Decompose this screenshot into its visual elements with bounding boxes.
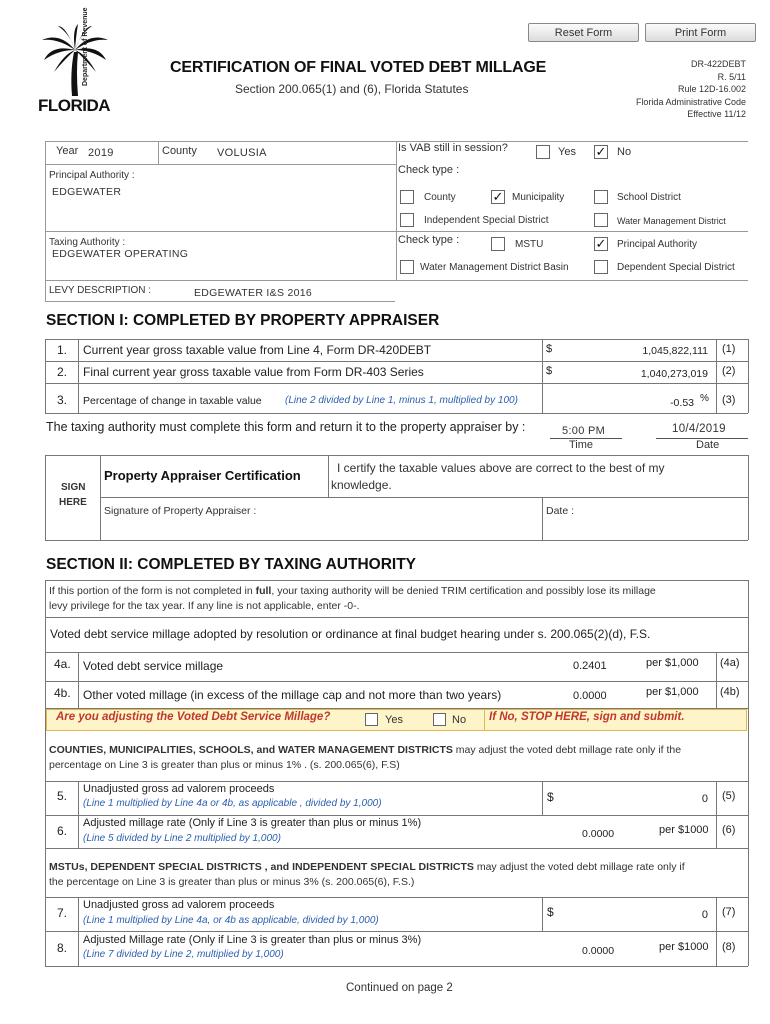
line-4a-per: per $1,000 <box>646 657 699 669</box>
principal-authority-option-label: Principal Authority <box>617 239 698 250</box>
mstu-line-2: the percentage on Line 3 is greater than plus or minus 3% (s. 200.065(6), F.S.) <box>49 876 415 888</box>
return-deadline-text: The taxing authority must complete this form and return it to the property appraiser by : <box>46 420 526 434</box>
vab-yes-checkbox[interactable] <box>536 145 550 159</box>
check-type-label-2: Check type : <box>398 234 460 246</box>
line-7-value[interactable]: 0 <box>701 909 708 921</box>
line-2-number: 2. <box>57 365 68 379</box>
line-8-note: (Line 7 divided by Line 2, multiplied by 1,000) <box>83 949 284 960</box>
counties-line-2: percentage on Line 3 is greater than plus or minus 1% . (s. 200.065(6), F.S) <box>49 759 400 771</box>
line-5-number: 5. <box>57 789 68 803</box>
wmd-basin-checkbox[interactable] <box>400 260 414 274</box>
line-3-number: 3. <box>57 393 68 407</box>
form-rule: Rule 12D-16.002 <box>677 84 746 94</box>
year-field[interactable]: 2019 <box>88 147 114 159</box>
section-2-warning <box>49 584 656 614</box>
return-date-field[interactable]: 10/4/2019 <box>672 423 726 435</box>
adjust-yes-label: Yes <box>385 714 403 726</box>
principal-authority-label: Principal Authority : <box>49 170 135 181</box>
line-2-text: Final current year gross taxable value from Form DR-403 Series <box>83 365 424 379</box>
line-4b-per: per $1,000 <box>646 686 699 698</box>
taxing-authority-field[interactable]: EDGEWATER OPERATING <box>52 248 189 260</box>
form-revision: R. 5/11 <box>717 71 746 82</box>
return-time-field[interactable]: 5:00 PM <box>562 425 606 437</box>
logo-dept-name: Department of Revenue <box>82 7 89 86</box>
line-1-value[interactable]: 1,045,822,111 <box>642 345 708 357</box>
form-meta <box>566 58 746 121</box>
florida-logo <box>40 7 112 98</box>
line-2-value[interactable]: 1,040,273,019 <box>640 368 708 380</box>
line-8-number: 8. <box>57 941 68 955</box>
line-3-text: Percentage of change in taxable value <box>83 395 262 407</box>
warning-text-bold: full <box>255 585 272 597</box>
counties-bold: COUNTIES, MUNICIPALITIES, SCHOOLS, and WATER MANAGEMENT DISTRICTS <box>49 744 453 756</box>
form-code: Florida Administrative Code <box>635 96 746 107</box>
year-label: Year <box>56 145 79 157</box>
line-7-text: Unadjusted gross ad valorem proceeds <box>83 899 275 911</box>
line-6-per: per $1000 <box>659 824 709 836</box>
warning-text-a: If this portion of the form is not completed in <box>49 585 256 597</box>
logo-state-name: FLORIDA <box>38 96 111 115</box>
line-6-number: 6. <box>57 824 68 838</box>
line-1-text: Current year gross taxable value from Line 4, Form DR-420DEBT <box>83 343 432 357</box>
line-4b-number: 4b. <box>54 686 71 700</box>
line-5-text: Unadjusted gross ad valorem proceeds <box>83 783 275 795</box>
here-label: HERE <box>59 497 87 508</box>
municipality-option-label: Municipality <box>512 192 565 203</box>
county-label: County <box>162 145 197 157</box>
continued-note: Continued on page 2 <box>346 982 453 994</box>
isd-checkbox[interactable] <box>400 213 414 227</box>
counties-paragraph <box>49 743 681 773</box>
line-2-ref: (2) <box>722 365 736 377</box>
line-8-ref: (8) <box>722 941 736 953</box>
line-6-ref: (6) <box>722 824 736 836</box>
appraiser-date-field[interactable]: Date : <box>546 505 575 517</box>
wmd-basin-option-label: Water Management District Basin <box>420 262 569 273</box>
line-4b-text: Other voted millage (in excess of the millage cap and not more than two years) <box>83 688 502 702</box>
adjust-no-checkbox[interactable] <box>433 713 446 726</box>
date-label: Date <box>696 439 720 451</box>
palm-tree-icon <box>40 7 110 98</box>
warning-text-b: , your taxing authority will be denied TRIM certification and possibly lose its millage <box>271 585 656 597</box>
line-2-currency: $ <box>546 365 553 377</box>
adjust-stop-text: If No, STOP HERE, sign and submit. <box>489 711 685 723</box>
county-checkbox[interactable] <box>400 190 414 204</box>
principal-authority-checkbox[interactable]: ✓ <box>595 236 607 251</box>
municipality-checkbox[interactable]: ✓ <box>492 189 504 204</box>
line-7-ref: (7) <box>722 906 736 918</box>
line-1-currency: $ <box>546 343 553 355</box>
sign-label: SIGN <box>61 482 86 493</box>
line-5-ref: (5) <box>722 790 736 802</box>
line-1-number: 1. <box>57 343 68 357</box>
school-district-checkbox[interactable] <box>594 190 608 204</box>
vab-no-label: No <box>617 146 632 158</box>
form-title: CERTIFICATION OF FINAL VOTED DEBT MILLAGE <box>170 59 547 76</box>
line-6-text: Adjusted millage rate (Only if Line 3 is greater than plus or minus 1%) <box>83 817 422 829</box>
appraiser-cert-title: Property Appraiser Certification <box>104 468 301 483</box>
line-5-note: (Line 1 multiplied by Line 4a or 4b, as applicable , divided by 1,000) <box>83 798 382 809</box>
line-4a-text: Voted debt service millage <box>83 659 224 673</box>
line-5-currency: $ <box>547 790 554 804</box>
levy-description-field[interactable]: EDGEWATER I&S 2016 <box>194 287 313 299</box>
form-effective: Effective 11/12 <box>687 109 746 119</box>
mstu-paragraph <box>49 860 685 890</box>
appraiser-signature-field[interactable]: Signature of Property Appraiser : <box>104 505 257 517</box>
vab-question: Is VAB still in session? <box>398 142 508 154</box>
section-2-title: SECTION II: COMPLETED BY TAXING AUTHORITY <box>46 556 417 573</box>
line-3-note: (Line 2 divided by Line 1, minus 1, multiplied by 100) <box>285 395 518 406</box>
mstu-checkbox[interactable] <box>491 237 505 251</box>
line-3-unit: % <box>700 393 709 404</box>
mstu-option-label: MSTU <box>515 239 544 250</box>
line-8-per: per $1000 <box>659 941 709 953</box>
principal-authority-field[interactable]: EDGEWATER <box>52 186 122 198</box>
line-8-text: Adjusted Millage rate (Only if Line 3 is greater than plus or minus 3%) <box>83 934 422 946</box>
mstu-bold: MSTUs, DEPENDENT SPECIAL DISTRICTS , and INDEPENDENT SPECIAL DISTRICTS <box>49 861 474 873</box>
line-7-number: 7. <box>57 906 68 920</box>
mstu-rest: may adjust the voted debt millage rate only if <box>473 861 685 873</box>
line-1-ref: (1) <box>722 343 736 355</box>
vab-yes-label: Yes <box>558 146 576 158</box>
line-4a-number: 4a. <box>54 657 71 671</box>
dependent-district-option-label: Dependent Special District <box>617 262 735 273</box>
vab-no-checkbox[interactable]: ✓ <box>595 144 607 159</box>
school-district-option-label: School District <box>617 192 681 203</box>
taxing-authority-label: Taxing Authority : <box>49 237 126 248</box>
counties-rest: may adjust the voted debt millage rate only if the <box>452 744 682 756</box>
county-option-label: County <box>424 192 456 203</box>
voted-millage-text: Voted debt service millage adopted by resolution or ordinance at final budget hearing under s. 200.065(2)(d), F.S. <box>50 627 651 641</box>
line-6-value[interactable]: 0.0000 <box>582 828 615 840</box>
time-label: Time <box>569 439 594 451</box>
adjust-question: Are you adjusting the Voted Debt Service Millage? <box>56 711 331 723</box>
wmd-checkbox[interactable] <box>594 213 608 227</box>
line-4b-value[interactable]: 0.0000 <box>573 690 607 702</box>
adjust-no-label: No <box>452 714 467 726</box>
line-7-note: (Line 1 multiplied by Line 4a, or 4b as applicable, divided by 1,000) <box>83 915 379 926</box>
form-id: DR-422DEBT <box>690 59 746 69</box>
line-8-value[interactable]: 0.0000 <box>582 945 615 957</box>
dependent-district-checkbox[interactable] <box>594 260 608 274</box>
county-field[interactable]: VOLUSIA <box>217 147 267 159</box>
print-form-button[interactable]: Print Form <box>645 23 756 42</box>
cert-text-line-2: knowledge. <box>331 478 392 492</box>
form-subtitle: Section 200.065(1) and (6), Florida Statutes <box>235 82 469 96</box>
line-4a-value[interactable]: 0.2401 <box>573 660 607 672</box>
line-4b-ref: (4b) <box>720 686 740 698</box>
line-4a-ref: (4a) <box>720 657 740 669</box>
line-3-ref: (3) <box>722 394 736 406</box>
isd-option-label: Independent Special District <box>424 215 549 226</box>
line-5-value[interactable]: 0 <box>701 793 708 805</box>
adjust-yes-checkbox[interactable] <box>365 713 378 726</box>
check-type-label-1: Check type : <box>398 164 460 176</box>
wmd-option-label: Water Management District <box>617 216 726 226</box>
reset-form-button[interactable]: Reset Form <box>528 23 639 42</box>
warning-text-line-2: levy privilege for the tax year. If any line is not applicable, enter -0-. <box>49 600 360 612</box>
cert-text-line-1: I certify the taxable values above are correct to the best of my <box>337 461 665 475</box>
section-1-title: SECTION I: COMPLETED BY PROPERTY APPRAISER <box>46 312 440 329</box>
line-3-value[interactable]: -0.53 <box>670 397 694 409</box>
appraiser-cert-text <box>331 460 665 494</box>
levy-description-label: LEVY DESCRIPTION : <box>49 285 152 296</box>
line-7-currency: $ <box>547 905 554 919</box>
line-6-note: (Line 5 divided by Line 2 multiplied by 1,000) <box>83 833 281 844</box>
